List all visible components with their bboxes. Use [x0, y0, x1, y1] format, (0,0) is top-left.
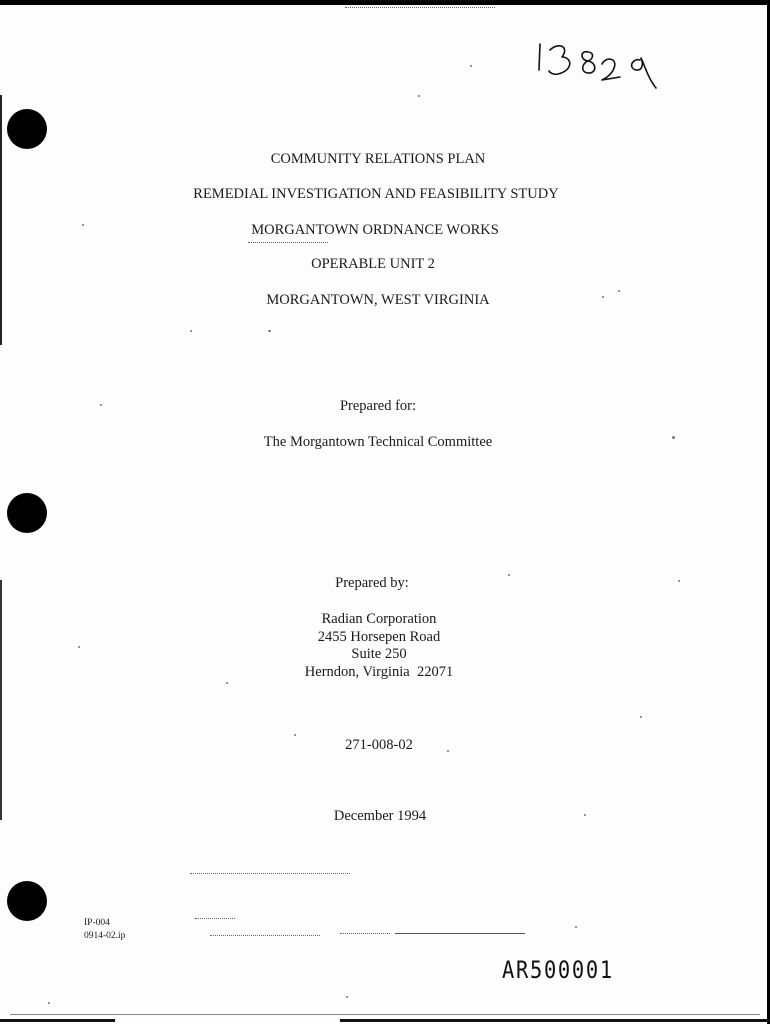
footer-filename: 0914-02.ip: [84, 931, 126, 941]
company-name: Radian Corporation: [321, 611, 437, 627]
document-number: 271-008-02: [345, 737, 413, 753]
scan-noise: [678, 580, 680, 582]
scan-noise: [345, 7, 495, 9]
binder-hole: [7, 493, 47, 533]
handwritten-number: [528, 30, 668, 100]
scan-border-top: [0, 0, 770, 5]
scan-noise: [210, 935, 320, 937]
document-date: December 1994: [333, 808, 427, 824]
scan-noise: [418, 95, 420, 97]
scan-noise: [248, 242, 328, 244]
administrative-record-number: AR500001: [502, 956, 614, 984]
binder-hole: [7, 109, 47, 149]
suite-number: Suite 250: [351, 646, 407, 662]
scan-noise: [48, 1002, 50, 1004]
scan-noise: [100, 404, 102, 406]
scan-noise: [640, 716, 642, 718]
operable-unit: OPERABLE UNIT 2: [311, 256, 435, 272]
scan-noise: [447, 750, 449, 752]
scan-border-bottom: [10, 1014, 760, 1015]
scan-noise: [82, 224, 84, 226]
scan-border-left: [0, 95, 2, 345]
street-address: 2455 Horsepen Road: [317, 628, 441, 645]
scan-noise: [190, 330, 192, 332]
prepared-by-label: Prepared by:: [335, 575, 409, 591]
scan-noise: [340, 933, 390, 935]
scan-noise: [618, 290, 620, 292]
scan-noise: [190, 873, 350, 875]
scan-noise: [470, 65, 472, 67]
site-name: MORGANTOWN ORDNANCE WORKS: [251, 222, 499, 238]
scan-noise: [584, 814, 586, 816]
scan-noise: [78, 646, 80, 648]
site-location: MORGANTOWN, WEST VIRGINIA: [266, 292, 490, 308]
prepared-by-address: [305, 611, 453, 681]
document-subtitle: REMEDIAL INVESTIGATION AND FEASIBILITY STUDY: [193, 186, 559, 202]
scan-noise: [294, 734, 296, 736]
scan-noise: [672, 436, 675, 439]
scan-noise: [195, 918, 235, 920]
scan-noise: [602, 296, 604, 298]
scan-border-bottom: [340, 1019, 770, 1022]
prepared-for-name: The Morgantown Technical Committee: [263, 434, 493, 450]
footer-codes: [84, 917, 125, 943]
scan-noise: [508, 574, 510, 576]
document-title: COMMUNITY RELATIONS PLAN: [270, 151, 486, 167]
scan-noise: [395, 933, 525, 934]
scan-noise: [575, 926, 577, 928]
scan-noise: [268, 330, 271, 332]
scan-border-bottom: [0, 1019, 115, 1022]
scan-border-left: [0, 580, 2, 820]
scan-noise: [346, 996, 348, 998]
footer-code: IP-004: [84, 918, 110, 928]
city-state-zip: Herndon, Virginia 22071: [304, 663, 454, 680]
binder-hole: [7, 881, 47, 921]
scan-noise: [226, 682, 228, 684]
prepared-for-label: Prepared for:: [339, 398, 417, 414]
